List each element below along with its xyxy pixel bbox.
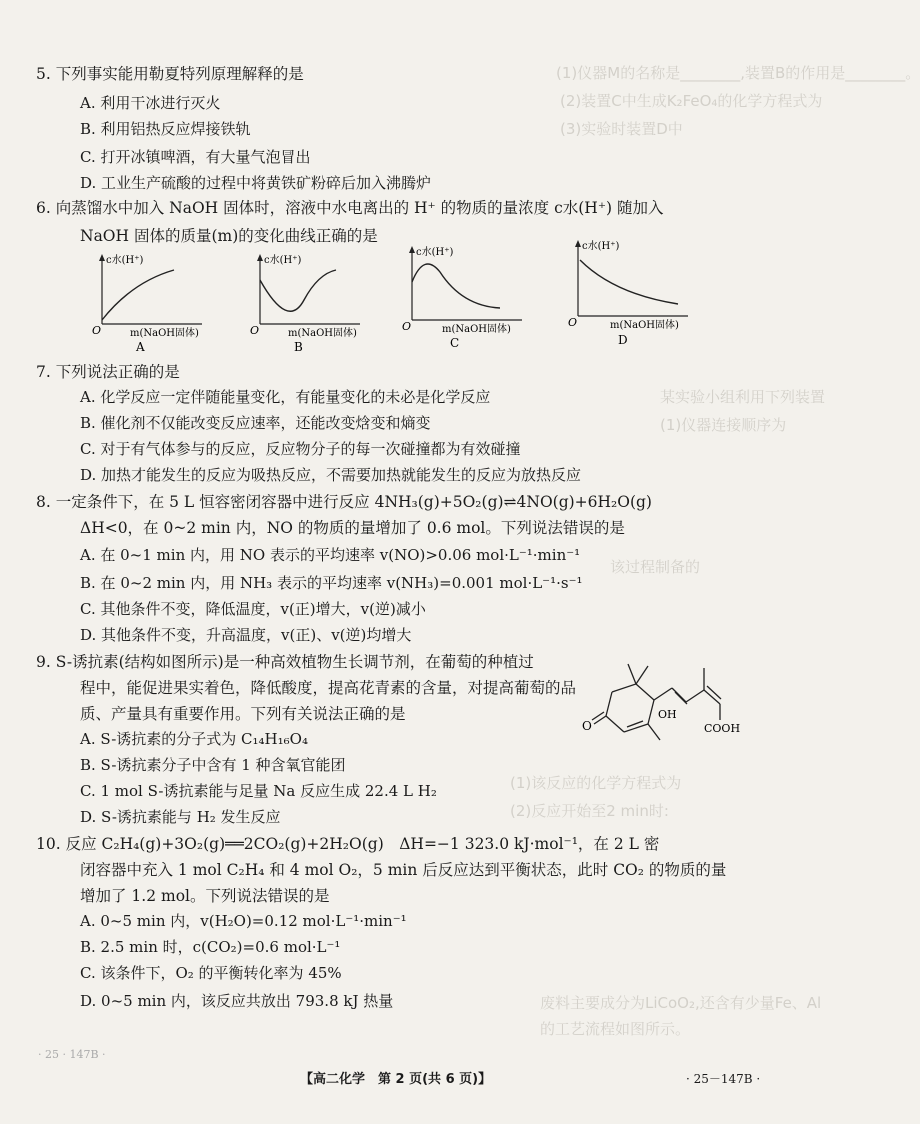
option-label: A (136, 340, 145, 354)
question-8-stem: ΔH<0，在 0~2 min 内，NO 的物质的量增加了 0.6 mol。下列说法错误的是 (80, 519, 625, 537)
question-10-stem: 增加了 1.2 mol。下列说法错误的是 (80, 887, 330, 905)
option-label: B (294, 340, 303, 354)
question-10-option-a: A. 0~5 min 内，v(H₂O)=0.12 mol·L⁻¹·min⁻¹ (80, 912, 407, 930)
footer-code: · 25－147B · (686, 1072, 761, 1086)
graph-option-d (566, 238, 696, 348)
y-axis-label: c水(H⁺) (582, 241, 620, 252)
bleed-text: (1)仪器M的名称是________,装置B的作用是________。 (556, 64, 920, 82)
structure-group-oh: OH (658, 708, 677, 721)
question-8-option-d: D. 其他条件不变，升高温度，v(正)、v(逆)均增大 (80, 626, 412, 644)
graph-option-b (248, 252, 368, 352)
origin-label: O (250, 324, 260, 337)
question-7-option-b: B. 催化剂不仅能改变反应速率，还能改变焓变和熵变 (80, 414, 431, 432)
s-abscisic-acid-structure (580, 654, 750, 750)
question-9-option-d: D. S-诱抗素能与 H₂ 发生反应 (80, 808, 281, 826)
question-7-option-c: C. 对于有气体参与的反应，反应物分子的每一次碰撞都为有效碰撞 (80, 440, 521, 458)
bleed-text: 废料主要成分为LiCoO₂,还含有少量Fe、Al (540, 994, 822, 1012)
y-axis-label: c水(H⁺) (416, 247, 454, 258)
bleed-text: (2)反应开始至2 min时: (510, 802, 669, 820)
origin-label: O (568, 316, 578, 329)
question-9-option-a: A. S-诱抗素的分子式为 C₁₄H₁₆O₄ (80, 730, 308, 748)
curve-d (580, 260, 678, 304)
origin-label: O (402, 320, 412, 333)
graph-option-a (90, 252, 210, 352)
structure-atom-o: O (582, 719, 592, 733)
origin-label: O (92, 324, 102, 337)
x-axis-label: m(NaOH固体) (130, 328, 199, 339)
y-axis-label: c水(H⁺) (106, 255, 144, 266)
question-10-option-c: C. 该条件下，O₂ 的平衡转化率为 45% (80, 964, 342, 982)
bleed-text: (1)该反应的化学方程式为 (510, 774, 682, 792)
bleed-text: 的工艺流程如图所示。 (540, 1020, 691, 1038)
graph-option-c (400, 244, 530, 352)
question-5-option-a: A. 利用干冰进行灭火 (80, 94, 221, 112)
bleed-text: 该过程制备的 (610, 558, 701, 576)
question-6-stem: 6. 向蒸馏水中加入 NaOH 固体时，溶液中水电离出的 H⁺ 的物质的量浓度 c水(H⁺) 随加入 (36, 199, 664, 217)
footer-page-info: 【高二化学 第 2 页(共 6 页)】 (300, 1072, 492, 1087)
bleed-text: 某实验小组利用下列装置 (660, 388, 826, 406)
question-5-option-d: D. 工业生产硫酸的过程中将黄铁矿粉碎后加入沸腾炉 (80, 174, 432, 192)
bleed-text: (3)实验时装置D中 (560, 120, 683, 138)
footer-bleed: · 25 · 147B · (38, 1048, 106, 1061)
option-label: D (618, 333, 628, 347)
y-axis-label: c水(H⁺) (264, 255, 302, 266)
question-7-option-d: D. 加热才能发生的反应为吸热反应，不需要加热就能发生的反应为放热反应 (80, 466, 582, 484)
question-8-stem: 8. 一定条件下，在 5 L 恒容密闭容器中进行反应 4NH₃(g)+5O₂(g)⇌4NO(g)+6H₂O(g) (36, 493, 652, 511)
question-5-stem: 5. 下列事实能用勒夏特列原理解释的是 (36, 65, 304, 83)
x-axis-label: m(NaOH固体) (442, 324, 511, 335)
question-10-stem: 10. 反应 C₂H₄(g)+3O₂(g)══2CO₂(g)+2H₂O(g) ΔH=−1 323.0 kJ·mol⁻¹，在 2 L 密 (36, 835, 660, 853)
x-axis-label: m(NaOH固体) (288, 328, 357, 339)
x-axis-label: m(NaOH固体) (610, 320, 679, 331)
question-8-option-a: A. 在 0~1 min 内，用 NO 表示的平均速率 v(NO)>0.06 mol·L⁻¹·min⁻¹ (80, 546, 581, 564)
question-9-option-b: B. S-诱抗素分子中含有 1 种含氧官能团 (80, 756, 346, 774)
question-8-option-b: B. 在 0~2 min 内，用 NH₃ 表示的平均速率 v(NH₃)=0.001 mol·L⁻¹·s⁻¹ (80, 574, 583, 592)
bleed-text: (1)仪器连接顺序为 (660, 416, 787, 434)
question-9-stem: 质、产量具有重要作用。下列有关说法正确的是 (80, 705, 406, 723)
question-9-stem: 程中，能促进果实着色，降低酸度，提高花青素的含量，对提高葡萄的品 (80, 679, 577, 697)
question-7-option-a: A. 化学反应一定伴随能量变化，有能量变化的未必是化学反应 (80, 388, 491, 406)
curve-c (412, 264, 500, 308)
question-10-option-d: D. 0~5 min 内，该反应共放出 793.8 kJ 热量 (80, 992, 394, 1010)
bleed-text: (2)装置C中生成K₂FeO₄的化学方程式为 (560, 92, 823, 110)
option-label: C (450, 336, 460, 350)
question-9-option-c: C. 1 mol S-诱抗素能与足量 Na 反应生成 22.4 L H₂ (80, 782, 437, 800)
question-6-stem: NaOH 固体的质量(m)的变化曲线正确的是 (80, 227, 378, 245)
question-10-option-b: B. 2.5 min 时，c(CO₂)=0.6 mol·L⁻¹ (80, 938, 341, 956)
question-9-stem: 9. S-诱抗素(结构如图所示)是一种高效植物生长调节剂，在葡萄的种植过 (36, 653, 534, 671)
question-5-option-c: C. 打开冰镇啤酒，有大量气泡冒出 (80, 148, 311, 166)
question-8-option-c: C. 其他条件不变，降低温度，v(正)增大，v(逆)减小 (80, 600, 426, 618)
structure-group-cooh: COOH (704, 722, 741, 735)
curve-b (260, 270, 336, 311)
question-10-stem: 闭容器中充入 1 mol C₂H₄ 和 4 mol O₂，5 min 后反应达到平衡状态，此时 CO₂ 的物质的量 (80, 861, 727, 879)
question-7-stem: 7. 下列说法正确的是 (36, 363, 180, 381)
curve-a (102, 270, 174, 320)
question-5-option-b: B. 利用铝热反应焊接铁轨 (80, 120, 251, 138)
